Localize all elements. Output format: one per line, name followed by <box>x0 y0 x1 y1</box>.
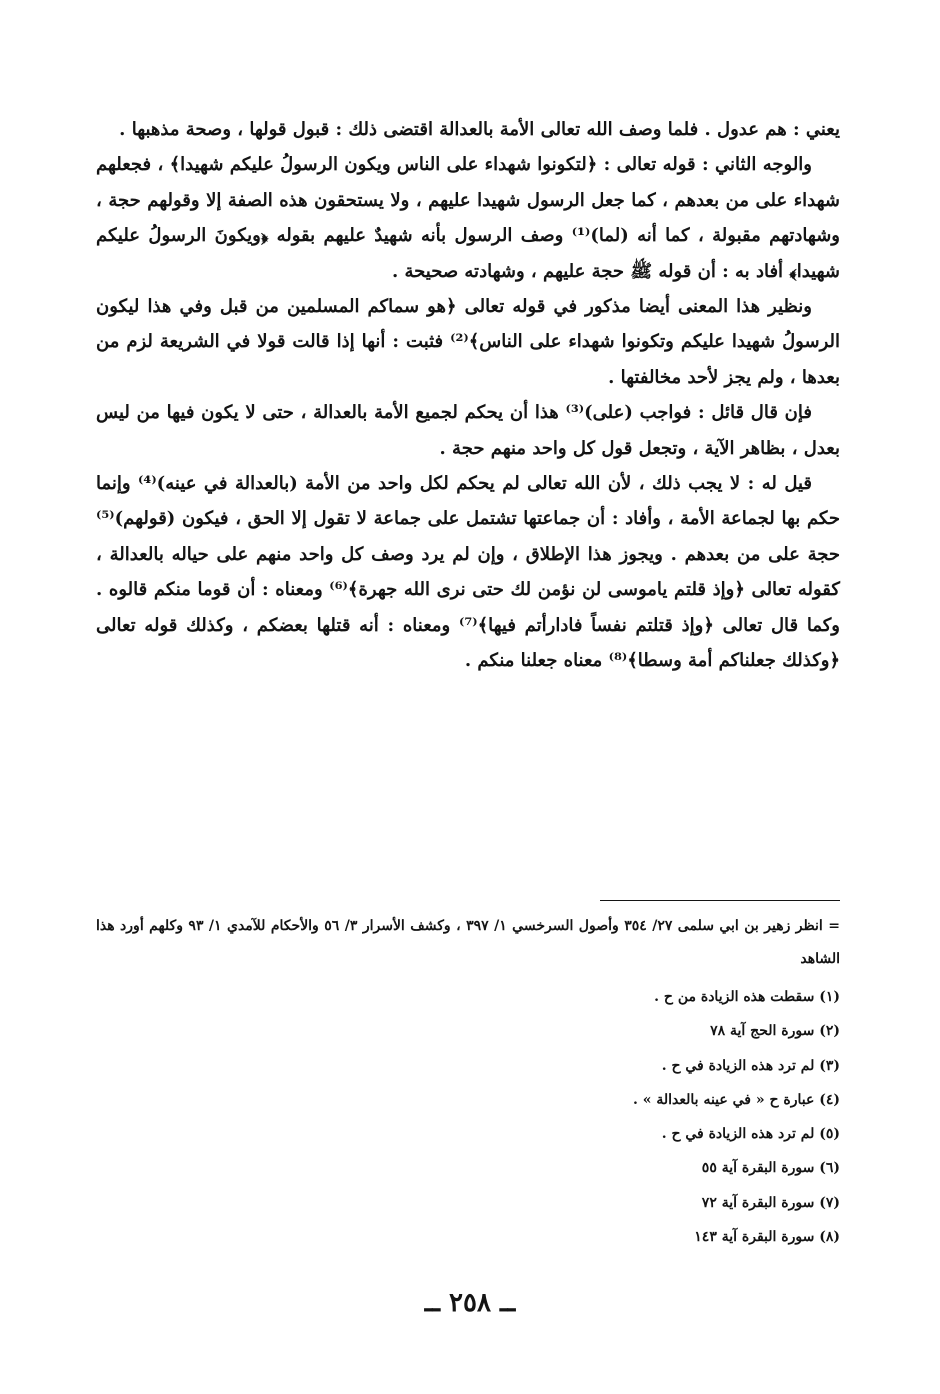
page-number: ــ ٢٥٨ ــ <box>424 1288 516 1318</box>
paragraph-3: ونظير هذا المعنى أيضا مذكور في قوله تعالى ﴿هو سماكم المسلمين من قبل وفي هذا ليكون الرسولُ شهيدا عليكم وتكونوا شهداء على الناس﴾⁽²⁾ فثبت : أنها إذا قالت قولا في الشريعة لزم من بعدها ، ولم يجز لأحد مخالفتها . <box>96 296 840 388</box>
footnote-item: (٣) لم ترد هذه الزيادة في ح . <box>661 1057 840 1074</box>
footnote-continuation: = انظر زهير بن ابي سلمى ٢٧/ ٣٥٤ وأصول السرخسي ١/ ٣٩٧ ، وكشف الأسرار ٣/ ٥٦ والأحكام للآمدي ١/ ٩٣ وكلهم أورد هذا الشاهد <box>96 918 840 967</box>
footnote-item: (٢) سورة الحج آية ٧٨ <box>710 1023 840 1040</box>
footnote-item: (٤) عبارة ح « في عينه بالعدالة » . <box>633 1091 840 1108</box>
paragraph-1: يعني : هم عدول . فلما وصف الله تعالى الأمة بالعدالة اقتضى ذلك : قبول قولها ، وصحة مذهبها . <box>119 119 840 140</box>
footnote-list <box>96 980 840 1254</box>
footnote-item: (١) سقطت هذه الزيادة من ح . <box>654 989 840 1005</box>
footnotes-section <box>96 910 840 1254</box>
footnote-item: (٧) سورة البقرة آية ٧٢ <box>701 1194 840 1211</box>
footnote-separator <box>600 900 840 901</box>
main-text-body <box>96 112 840 679</box>
paragraph-5: قيل له : لا يجب ذلك ، لأن الله تعالى لم يحكم لكل واحد من الأمة (بالعدالة في عينه)⁽⁴⁾ وإنما حكم بها لجماعة الأمة ، وأفاد : أن جماعتها تشتمل على جماعة لا تقول إلا الحق ، فيكون (قولهم)⁽⁵⁾ حجة على من بعدهم . ويجوز هذا الإطلاق ، وإن لم يرد وصف كل واحد منهم على حياله بالعدالة ، كقوله تعالى ﴿وإذ قلتم ياموسى لن نؤمن لك حتى نرى الله جهرة﴾⁽⁶⁾ ومعناه : أن قوما منكم قالوه . وكما قال تعالى ﴿وإذ قتلتم نفساً فادارأتم فيها﴾⁽⁷⁾ ومعناه : أنه قتلها بعضكم ، وكذلك قوله تعالى ﴿وكذلك جعلناكم أمة وسطا﴾⁽⁸⁾ معناه جعلنا منكم . <box>96 473 840 672</box>
paragraph-2: والوجه الثاني : قوله تعالى : ﴿لتكونوا شهداء على الناس ويكون الرسولُ عليكم شهيدا﴾ ، فجعلهم شهداء على من بعدهم ، كما جعل الرسول شهيدا عليهم ، ولا يستحقون هذه الصفة إلا وقولهم حجة ، وشهادتهم مقبولة ، كما أنه (لما)⁽¹⁾ وصف الرسول بأنه شهيدٌ عليهم بقوله ﴿ويكونَ الرسولُ عليكم شهيدا﴾ أفاد به : أن قوله ﷺ حجة عليهم ، وشهادته صحيحة . <box>96 154 840 282</box>
footnote-item: (٥) لم ترد هذه الزيادة في ح . <box>661 1126 840 1143</box>
paragraph-4: فإن قال قائل : فواجب (على)⁽³⁾ هذا أن يحكم لجميع الأمة بالعدالة ، حتى لا يكون فيها من ليس بعدل ، بظاهر الآية ، وتجعل قول كل واحد منهم حجة . <box>96 402 840 459</box>
footnote-item: (٦) سورة البقرة آية ٥٥ <box>701 1160 840 1177</box>
footnote-item: (٨) سورة البقرة آية ١٤٣ <box>694 1229 840 1246</box>
